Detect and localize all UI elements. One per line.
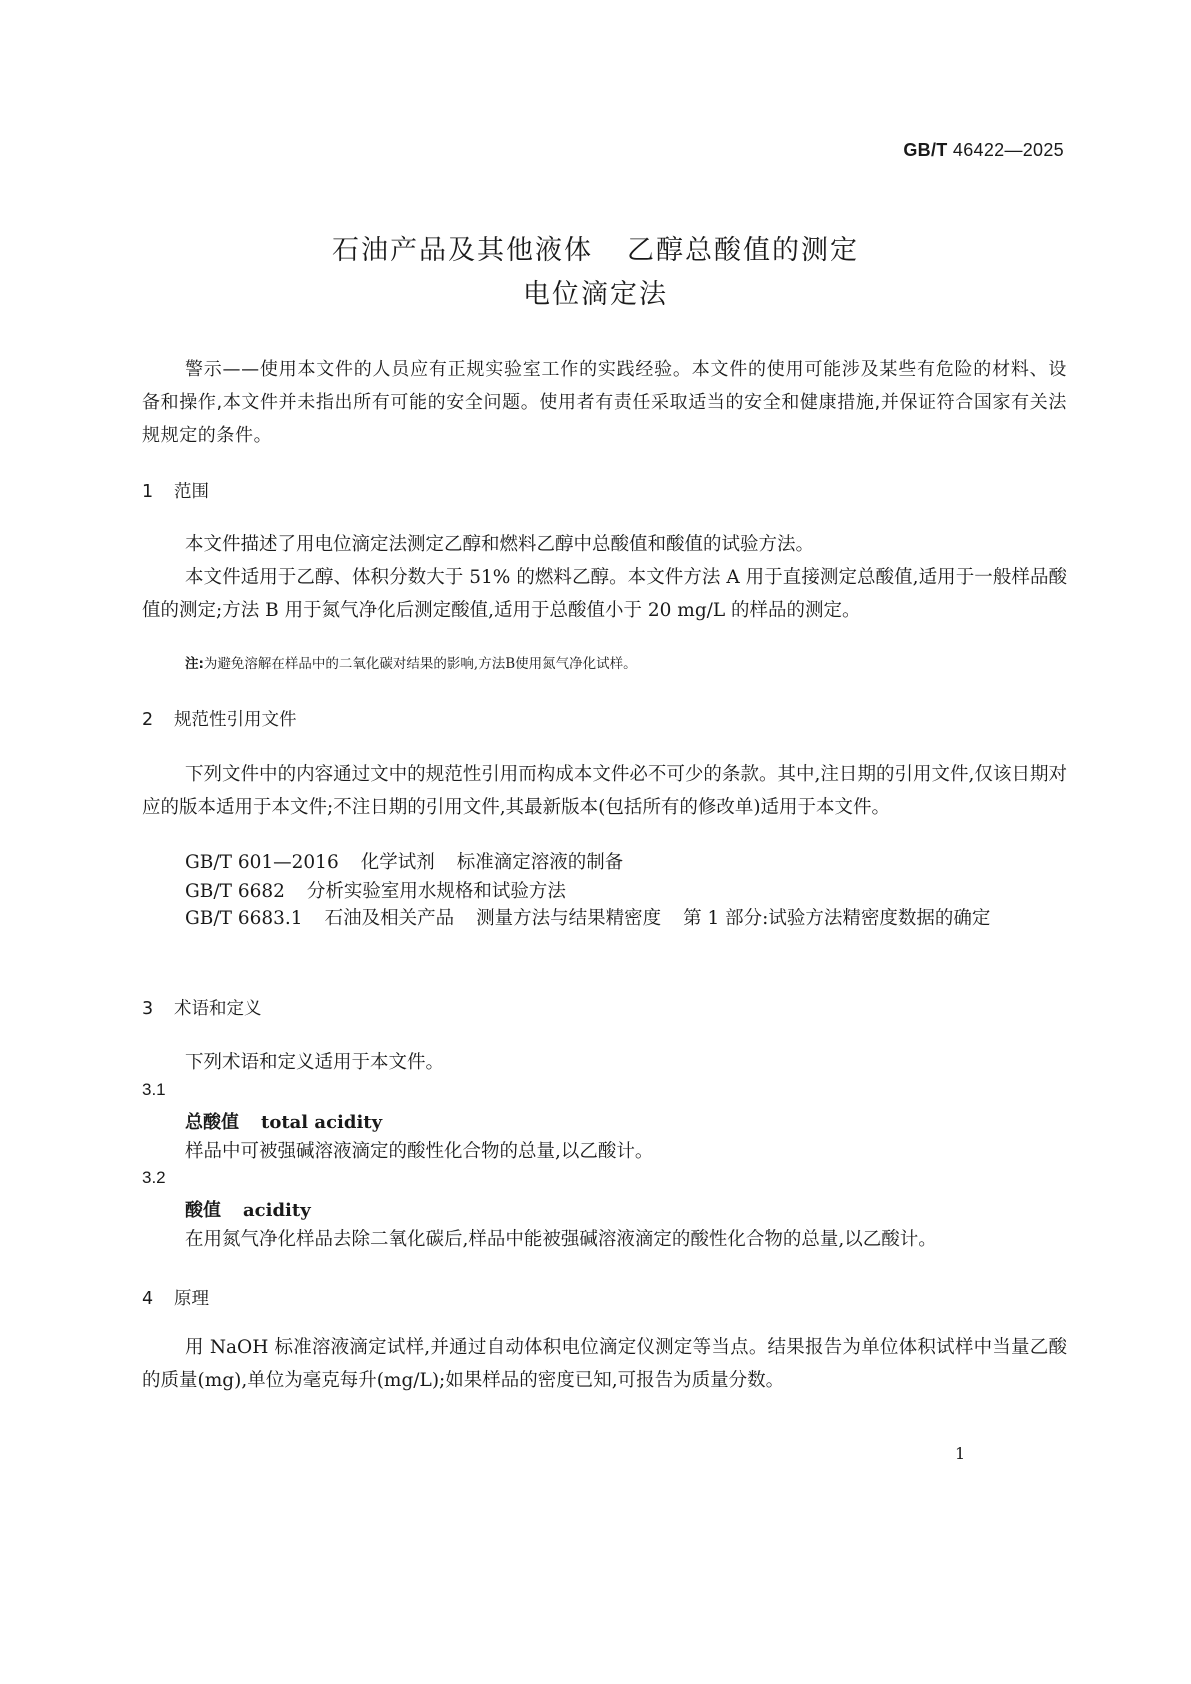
reference-item: GB/T 601—2016 化学试剂 标准滴定溶液的制备 <box>185 852 624 873</box>
principle-paragraph: 用 NaOH 标准溶液滴定试样,并通过自动体积电位滴定仪测定等当点。结果报告为单位体积试样中当量乙酸的质量(mg),单位为毫克每升(mg/L);如果样品的密度已知,可报告为质量分数。 <box>142 1337 1067 1391</box>
warning-paragraph: 警示——使用本文件的人员应有正规实验室工作的实践经验。本文件的使用可能涉及某些有危险的材料、设备和操作,本文件并未指出所有可能的安全问题。使用者有责任采取适当的安全和健康措施,并保证符合国家有关法规规定的条件。 <box>142 359 1067 446</box>
term-definition: 样品中可被强碱溶液滴定的酸性化合物的总量,以乙酸计。 <box>185 1141 654 1162</box>
term-title: 酸值 acidity <box>185 1200 311 1221</box>
terms-intro: 下列术语和定义适用于本文件。 <box>185 1052 445 1073</box>
scope-paragraph-2: 本文件适用于乙醇、体积分数大于 51% 的燃料乙醇。本文件方法 A 用于直接测定总酸值,适用于一般样品酸值的测定;方法 B 用于氮气净化后测定酸值,适用于总酸值小于 20 mg/L 的样品的测定。 <box>142 567 1067 621</box>
page-number: 1 <box>955 1444 966 1463</box>
term-definition: 在用氮气净化样品去除二氧化碳后,样品中能被强碱溶液滴定的酸性化合物的总量,以乙酸计。 <box>185 1229 937 1250</box>
reference-item: GB/T 6683.1 石油及相关产品 测量方法与结果精密度 第 1 部分:试验方法精密度数据的确定 <box>185 908 991 929</box>
scope-paragraph-1: 本文件描述了用电位滴定法测定乙醇和燃料乙醇中总酸值和酸值的试验方法。 <box>185 534 815 555</box>
scope-note: 注:为避免溶解在样品中的二氧化碳对结果的影响,方法B使用氮气净化试样。 <box>185 656 637 672</box>
document-subtitle: 电位滴定法 <box>523 279 668 310</box>
reference-item: GB/T 6682 分析实验室用水规格和试验方法 <box>185 881 566 902</box>
section-1-heading: 1 范围 <box>142 482 209 502</box>
term-title: 总酸值 total acidity <box>185 1112 383 1133</box>
section-3-heading: 3 术语和定义 <box>142 999 262 1019</box>
references-intro: 下列文件中的内容通过文中的规范性引用而构成本文件必不可少的条款。其中,注日期的引用文件,仅该日期对应的版本适用于本文件;不注日期的引用文件,其最新版本(包括所有的修改单)适用于本文件。 <box>142 764 1067 818</box>
term-number: 3.1 <box>142 1080 166 1099</box>
document-title: 石油产品及其他液体 乙醇总酸值的测定 <box>332 235 859 266</box>
term-number: 3.2 <box>142 1168 166 1187</box>
section-2-heading: 2 规范性引用文件 <box>142 710 297 730</box>
section-4-heading: 4 原理 <box>142 1289 209 1309</box>
standard-number: GB/T 46422—2025 <box>903 140 1064 160</box>
